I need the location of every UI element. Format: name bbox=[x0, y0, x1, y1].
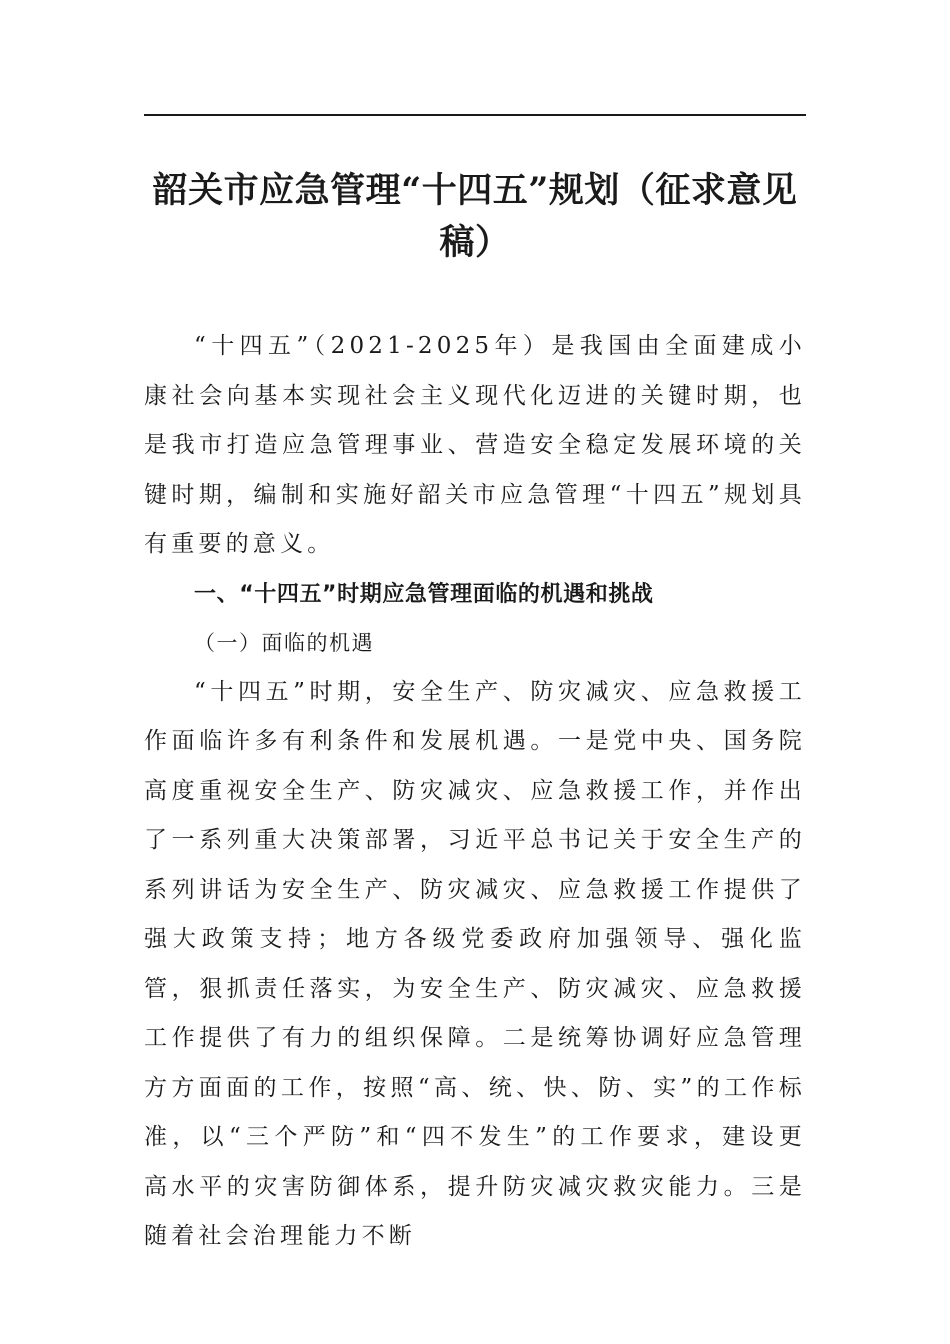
subsection-heading: （一）面临的机遇 bbox=[194, 630, 374, 655]
document-body bbox=[144, 322, 806, 1262]
document-title: 韶关市应急管理“十四五”规划（征求意见稿） bbox=[152, 170, 798, 263]
section-heading: 一、“十四五”时期应急管理面临的机遇和挑战 bbox=[194, 581, 654, 607]
body-paragraph: “十四五”时期，安全生产、防灾减灾、应急救援工作面临许多有利条件和发展机遇。一是党中央、国务院高度重视安全生产、防灾减灾、应急救援工作，并作出了一系列重大决策部署，习近平总书记关于安全生产的系列讲话为安全生产、防灾减灾、应急救援工作提供了强大政策支持；地方各级党委政府加强领导、强化监管，狠抓责任落实，为安全生产、防灾减灾、应急救援工作提供了有力的组织保障。二是统筹协调好应急管理方方面面的工作，按照“高、统、快、防、实”的工作标准，以“三个严防”和“四不发生”的工作要求，建设更高水平的灾害防御体系，提升防灾减灾救灾能力。三是随着社会治理能力不断 bbox=[144, 678, 806, 1249]
header-rule bbox=[144, 114, 806, 116]
intro-paragraph: “十四五”（2021-2025年）是我国由全面建成小康社会向基本实现社会主义现代化迈进的关键时期，也是我市打造应急管理事业、营造安全稳定发展环境的关键时期，编制和实施好韶关市应急管理“十四五”规划具有重要的意义。 bbox=[144, 333, 806, 557]
